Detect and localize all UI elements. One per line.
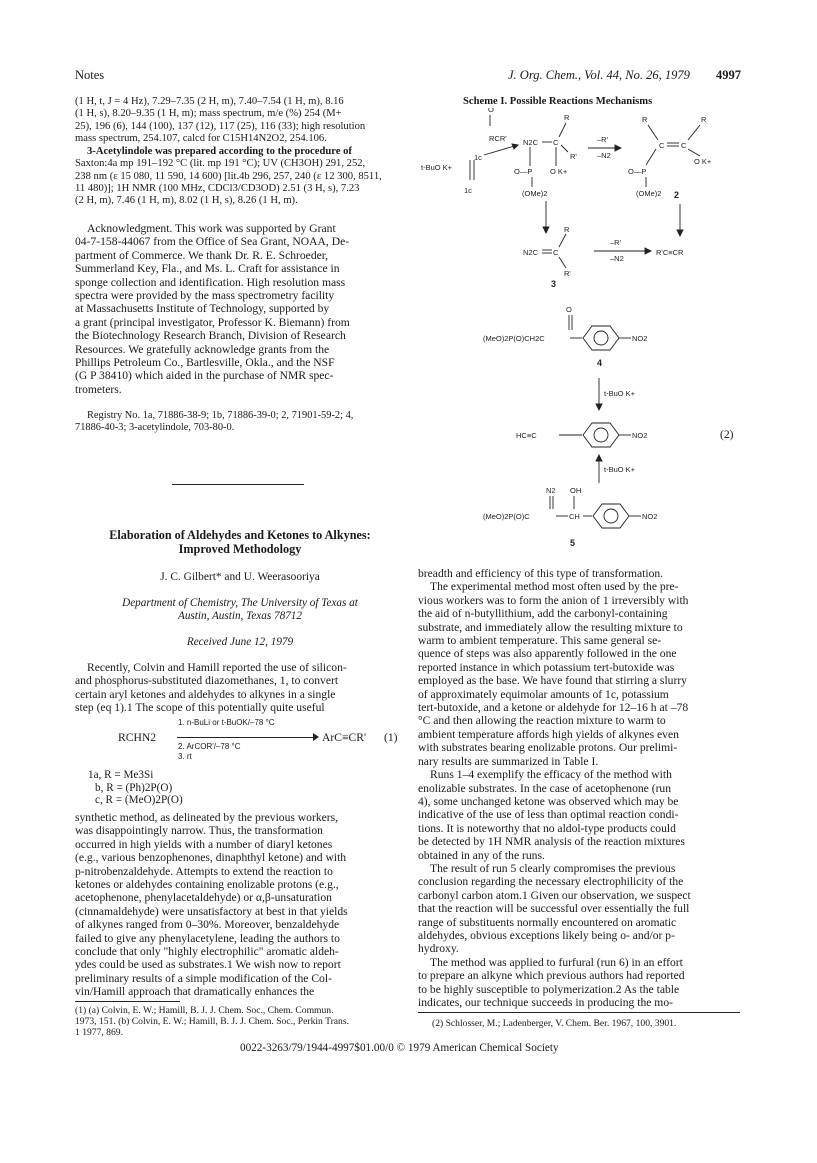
scheme-i-diagram	[418, 108, 748, 288]
svg-text:R': R'	[564, 269, 571, 278]
running-head-section: Notes	[75, 68, 105, 82]
registry-numbers: Registry No. 1a, 71886-38-9; 1b, 71886-39-0; 2, 71901-59-2; 4, 71886-40-3; 3-acetylindole, 703-80-0.	[75, 410, 354, 434]
svg-text:R: R	[564, 113, 570, 122]
label-1c: 1c	[474, 153, 482, 162]
eq2-number: (2)	[720, 428, 734, 441]
svg-text:–R': –R'	[597, 135, 609, 144]
eq1-step1: 1. n-BuLi or t-BuOK/–78 °C	[178, 718, 275, 727]
svg-text:NO2: NO2	[632, 431, 648, 440]
spectral-data-block: (1 H, t, J = 4 Hz), 7.29–7.35 (2 H, m), 7.40–7.54 (1 H, m), 8.16 (1 H, s), 8.20–9.35 (1 H, m); mass spectrum, m/e (%) 254 (M+ 25), 196 (6), 144 (100), 137 (12), 117 (25), 116 (33); high resolution mass spectrum, 254.107, calcd for C15H14N2O2, 254.106. 3-Acetylindole was prepared according to the procedure of Saxton:4a mp 191–192 °C (lit. mp 191 °C); UV (CH3OH) 291, 252, 238 nm (ε 15 080, 11 590, 14 600) [lit.4b 296, 257, 240 (ε 12 300, 8511, 11 480)]; 1H NMR (100 MHz, CDCl3/CD3OD) 2.51 (3 H, s), 7.23 (2 H, m), 7.46 (1 H, m), 8.02 (1 H, s), 8.26 (1 H, m).	[75, 96, 382, 207]
svg-text:–N2: –N2	[610, 254, 624, 263]
copyright-footer: 0022-3263/79/1944-4997$01.00/0 © 1979 American Chemical Society	[240, 1042, 559, 1054]
eq1-arrow	[177, 737, 317, 738]
svg-text:C: C	[553, 248, 559, 257]
svg-text:R: R	[642, 115, 648, 124]
svg-text:C: C	[681, 141, 687, 150]
svg-text:NO2: NO2	[642, 512, 658, 521]
svg-text:OH: OH	[570, 486, 582, 495]
body-paragraph-left: synthetic method, as delineated by the previous workers, was disappointingly narrow. Thus, the transformation occurred in high yields with a number of diaryl ketones (e.g., various benzophenones, dinaphthyl ketone) and with p-nitrobenzaldehyde. Attempts to extend the reaction to ketones or aldehydes containing enolizable protons (e.g., acetophenone, phenylacetaldehyde) or α,β-unsaturation (cinnamaldehyde) were unsatisfactory at best in that yields of alkynes ranged from 0–30%. Moreover, benzaldehyde failed to give any phenylacetylene, leading the authors to conclude that only "highly electrophilic" aromatic aldeh- ydes could be used as substrates.1 We wish now to report preliminary results of a simple modification of the Col- vin/Hamill approach that dramatically enhances the	[75, 811, 348, 999]
eq1-step2: 2. ArCOR'/–78 °C	[178, 742, 241, 751]
svg-text:N2C: N2C	[523, 138, 539, 147]
label-1c-bottom: 1c	[464, 186, 472, 195]
svg-text:t-BuO K+: t-BuO K+	[604, 389, 636, 398]
footnote-1: (1) (a) Colvin, E. W.; Hamill, B. J. J. Chem. Soc., Chem. Commun. 1973, 151. (b) Colvin, E. W.; Hamill, B. J. J. Chem. Soc., Perkin Trans. 1 1977, 869.	[75, 1005, 349, 1038]
footnote-2: (2) Schlosser, M.; Ladenberger, V. Chem. Ber. 1967, 100, 3901.	[432, 1018, 677, 1029]
svg-text:N2: N2	[546, 486, 556, 495]
eq1-step3: 3. rt	[178, 752, 192, 761]
running-head-journal: J. Org. Chem., Vol. 44, No. 26, 1979	[508, 68, 690, 82]
svg-text:–R': –R'	[610, 238, 622, 247]
eq1-reactant: RCHN2	[118, 731, 157, 744]
authors: J. C. Gilbert* and U. Weerasooriya	[160, 571, 320, 583]
svg-text:HC≡C: HC≡C	[516, 431, 537, 440]
svg-text:(OMe)2: (OMe)2	[522, 189, 548, 198]
eq1-arrowhead	[313, 733, 319, 741]
label-compound-5: 5	[570, 538, 576, 548]
svg-text:R'C≡CR: R'C≡CR	[656, 248, 684, 257]
body-paragraph-right: breadth and efficiency of this type of transformation. The experimental method most often used by the pre- vious workers was to form the anion of 1 irreversibly with the aid of n-butyllithium, add the carbonyl-containing substrate, and immediately allow the resulting mixture to warm to ambient temperature. This same general se- quence of steps was also apparently followed in the one reported instance in which potassium tert-butoxide was employed as the base. We have found that stirring a slurry of approximately equimolar amounts of 1c, potassium tert-butoxide, and a ketone or aldehyde for 12–16 h at –78 °C and then allowing the reaction mixture to warm to ambient temperature affords high yields of alkynes even with substrates bearing enolizable protons. Our prelimi- nary results are summarized in Table I. Runs 1–4 exemplify the efficacy of the method with enolizable substrates. In the case of acetophenone (run 4), some unchanged ketone was observed which may be indicative of the use of less than optimal reaction condi- tions. It is noteworthy that no aldol-type products could be detected by 1H NMR analysis of the reaction mixtures obtained in any of the runs. The result of run 5 clearly compromises the previous conclusion regarding the necessary electrophilicity of the carbonyl carbon atom.1 Given our observation, we suspect that the reaction will be successful over essentially the full range of substituents normally encountered on aromatic aldehydes, obvious exceptions likely being o- and/or p- hydroxy. The method was applied to furfural (run 6) in an effort to prepare an alkyne which previous authors had reported to be highly susceptible to polymerization.2 As the table indicates, our technique succeeds in producing the mo-	[418, 567, 691, 1009]
svg-text:C: C	[553, 138, 559, 147]
eq1-number: (1)	[384, 731, 398, 744]
section-rule	[172, 484, 304, 485]
svg-text:R': R'	[570, 152, 577, 161]
svg-text:R: R	[564, 225, 570, 234]
svg-text:O: O	[566, 305, 572, 314]
acknowledgment: Acknowledgment. This work was supported by Grant 04-7-158-44067 from the Office of Sea Grant, NOAA, De- partment of Commerce. We thank Dr. R. E. Schroeder, Summerland Key, Fla., and Ms. L. Craft for assistance in sponge collection and identification. High resolution mass spectra were provided by the mass spectrometry facility at Massachusetts Institute of Technology, supported by a grant (principal investigator, Professor K. Biemann) from the Biotechnology Research Branch, Division of Research Resources. We gratefully acknowledge grants from the Phillips Petroleum Co., Bartlesville, Okla., and the NSF (G P 38410) which aided in the purchase of NMR spec- trometers.	[75, 222, 350, 396]
svg-text:O K+: O K+	[694, 157, 712, 166]
svg-text:R: R	[701, 115, 707, 124]
svg-text:C: C	[659, 141, 665, 150]
page-number: 4997	[716, 68, 741, 82]
svg-text:t-BuO K+: t-BuO K+	[604, 465, 636, 474]
svg-text:O: O	[488, 108, 494, 114]
svg-text:CH: CH	[569, 512, 580, 521]
received-date: Received June 12, 1979	[186, 636, 294, 648]
scheme-title: Scheme I. Possible Reactions Mechanisms	[463, 96, 653, 107]
intro-paragraph: Recently, Colvin and Hamill reported the use of silicon- and phosphorus-substituted diazomethanes, 1, to convert certain aryl ketones and aldehydes to alkynes in a single step (eq 1).1 The scope of this potentially quite useful	[75, 661, 347, 715]
svg-text:(MeO)2P(O)C: (MeO)2P(O)C	[483, 512, 530, 521]
label-compound-4: 4	[597, 358, 603, 368]
footnote-rule-left	[75, 1001, 180, 1002]
eq1-product: ArC≡CR'	[322, 731, 367, 744]
svg-text:O—P: O—P	[514, 167, 533, 176]
article-title: Elaboration of Aldehydes and Ketones to Alkynes: Improved Methodology	[109, 528, 371, 556]
affiliation: Department of Chemistry, The University of Texas at Austin, Austin, Texas 78712	[122, 597, 358, 622]
footnote-rule-right	[418, 1012, 740, 1013]
svg-text:NO2: NO2	[632, 334, 648, 343]
svg-text:O K+: O K+	[550, 167, 568, 176]
substituent-definitions: 1a, R = Me3Si b, R = (Ph)2P(O) c, R = (MeO)2P(O)	[88, 769, 183, 807]
label-compound-3: 3	[551, 279, 557, 288]
equation-2-diagram	[480, 300, 750, 550]
svg-text:–N2: –N2	[597, 151, 611, 160]
svg-text:(MeO)2P(O)CH2C: (MeO)2P(O)CH2C	[483, 334, 545, 343]
svg-text:(OMe)2: (OMe)2	[636, 189, 662, 198]
svg-text:O—P: O—P	[628, 167, 647, 176]
svg-text:RCR': RCR'	[489, 134, 507, 143]
svg-text:N2C: N2C	[523, 248, 539, 257]
svg-text:t-BuO K+: t-BuO K+	[421, 163, 453, 172]
label-compound-2: 2	[674, 190, 680, 200]
